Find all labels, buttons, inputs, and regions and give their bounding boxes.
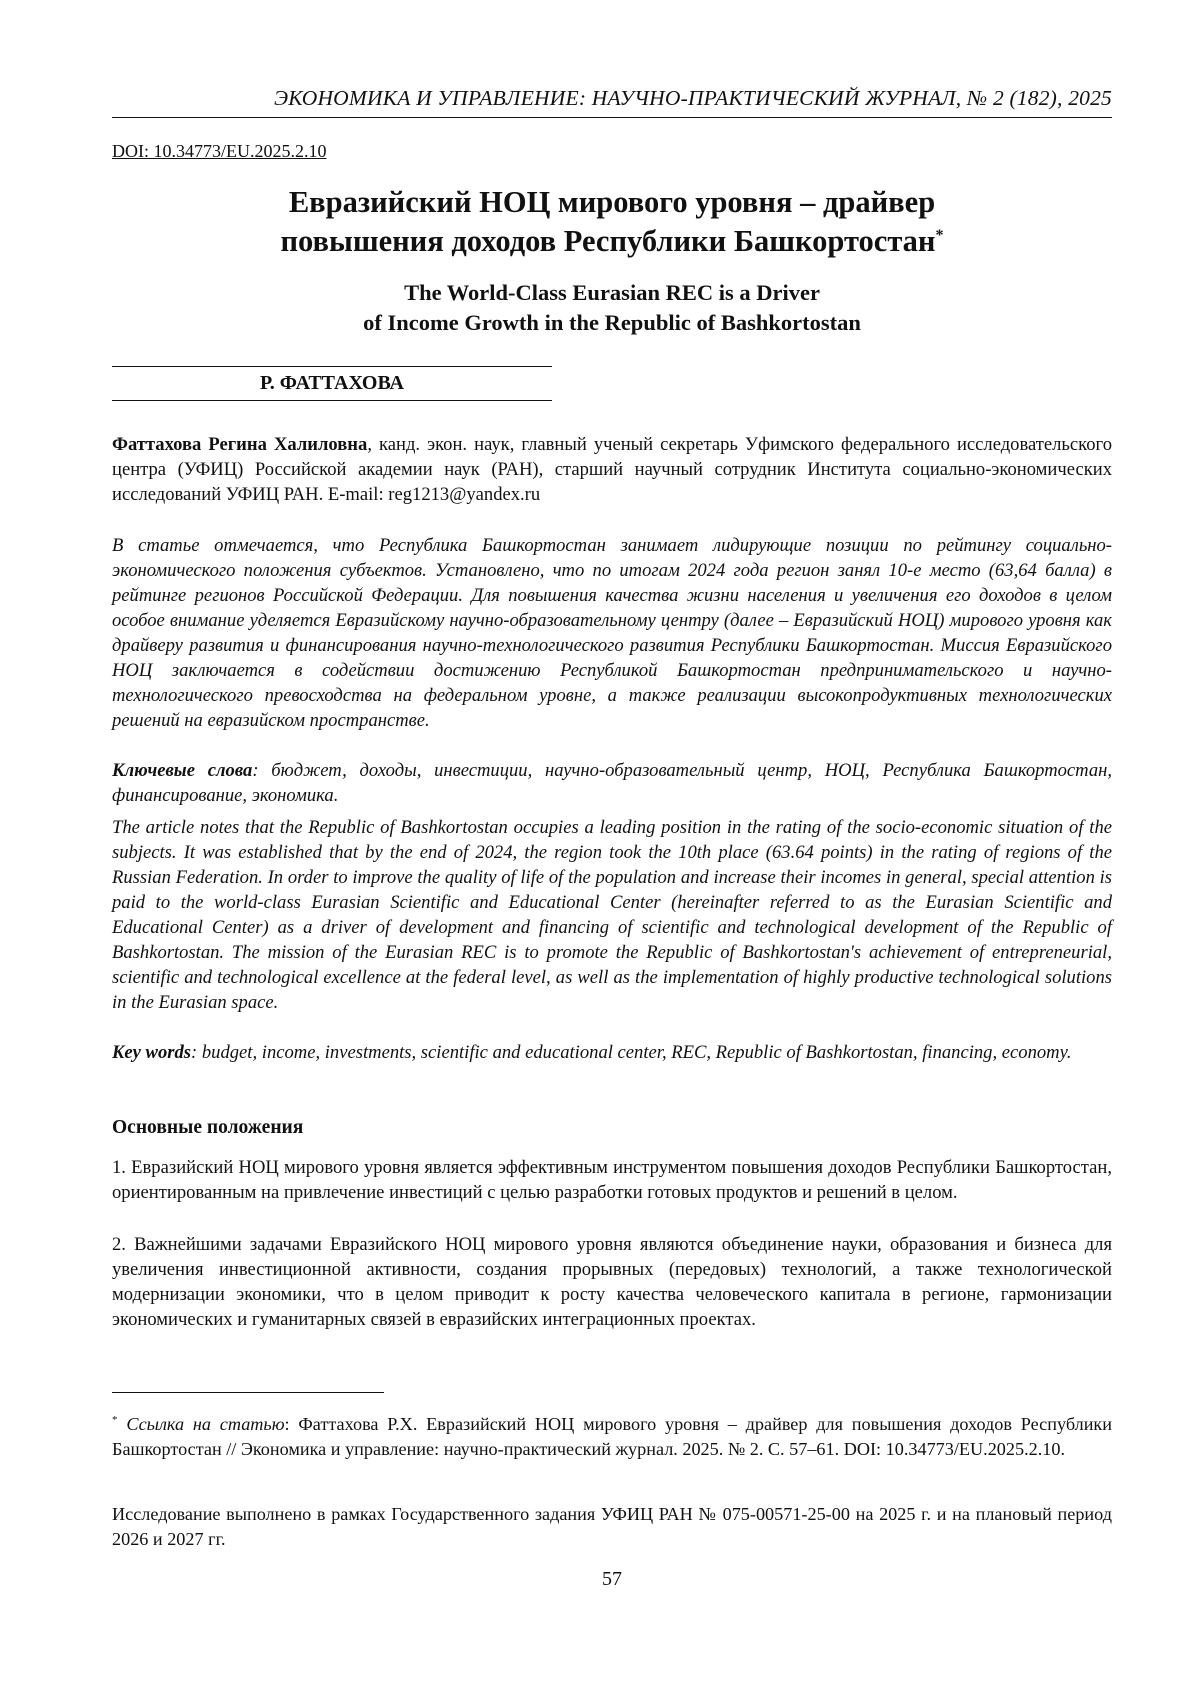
keywords-english	[112, 1040, 1112, 1065]
author-rule-bottom	[112, 400, 552, 401]
funding-note: Исследование выполнено в рамках Государственного задания УФИЦ РАН № 075-00571-25-00 на 2025 г. и на плановый период 2026 и 2027 гг.	[112, 1502, 1112, 1552]
header-rule	[112, 117, 1112, 118]
title-english	[112, 278, 1112, 338]
author-short-name: Р. ФАТТАХОВА	[112, 372, 552, 395]
title-en-line-1: The World-Class Eurasian REC is a Driver	[404, 280, 820, 305]
keywords-ru-label: Ключевые слова	[112, 760, 252, 781]
main-point-item: 1. Евразийский НОЦ мирового уровня является эффективным инструментом повышения доходов Республики Башкортостан, ориентированным на привлечение инвестиций с целью разработки готовых продуктов и решений в целом.	[112, 1155, 1112, 1205]
abstract-english: The article notes that the Republic of Bashkortostan occupies a leading position in the rating of the socio-economic situation of the subjects. It was established that by the end of 2024, the region took the 10th place (63.64 points) in the rating of regions of the Russian Federation. In order to improve the quality of life of the population and increase their incomes in general, special attention is paid to the world-class Eurasian Scientific and Educational Center (hereinafter referred to as the Eurasian Scientific and Educational Center) as a driver of development and financing of scientific and technological development of the Republic of Bashkortostan. The mission of the Eurasian REC is to promote the Republic of Bashkortostan's achievement of entrepreneurial, scientific and technological excellence at the federal level, as well as the implementation of highly productive technological solutions in the Eurasian space.	[112, 815, 1112, 1015]
footnote-text: : Фаттахова Р.Х. Евразийский НОЦ мирового уровня – драйвер для повышения доходов Республики Башкортостан // Экономика и управление: научно-практический журнал. 2025. № 2. С. 57–61. DOI: 10.34773/EU.2025.2.10.	[112, 1414, 1112, 1459]
doi-link[interactable]: DOI: 10.34773/EU.2025.2.10	[112, 141, 327, 162]
title-ru-line-1: Евразийский НОЦ мирового уровня – драйвер	[289, 185, 935, 219]
footnote-rule	[112, 1392, 384, 1393]
abstract-russian: В статье отмечается, что Республика Башкортостан занимает лидирующие позиции по рейтингу социально-экономического положения субъектов. Установлено, что по итогам 2024 года регион занял 10-е место (63,64 балла) в рейтинге регионов Российской Федерации. Для повышения качества жизни населения и увеличения его доходов в целом особое внимание уделяется Евразийскому научно-образовательному центру (далее – Евразийский НОЦ) мирового уровня как драйверу развития и финансирования научно-технологического развития Республики Башкортостан. Миссия Евразийского НОЦ заключается в содействии достижению Республикой Башкортостан предпринимательского и научно-технологического превосходства на федеральном уровне, а также реализации высокопродуктивных технологических решений на евразийском пространстве.	[112, 533, 1112, 733]
author-rule-top	[112, 366, 552, 367]
footnote-star: *	[112, 1414, 118, 1426]
author-details: , канд. экон. наук, главный ученый секретарь Уфимского федерального исследовательского центра (УФИЦ) Российской академии наук (РАН), старший научный сотрудник Института социально-экономических исследований УФИЦ РАН. E-mail: reg1213@yandex.ru	[112, 434, 1112, 505]
page-number: 57	[112, 1568, 1112, 1591]
keywords-russian	[112, 758, 1112, 808]
citation-footnote	[112, 1412, 1112, 1462]
main-point-item: 2. Важнейшими задачами Евразийского НОЦ мирового уровня являются объединение науки, образования и бизнеса для увеличения инвестиционной активности, создания прорывных (передовых) технологий, а также технологической модернизации экономики, что в целом приводит к росту качества человеческого капитала в регионе, гармонизации экономических и гуманитарных связей в евразийских интеграционных проектах.	[112, 1232, 1112, 1332]
title-russian	[112, 183, 1112, 261]
title-en-line-2: of Income Growth in the Republic of Bashkortostan	[363, 310, 861, 335]
keywords-ru-text: : бюджет, доходы, инвестиции, научно-образовательный центр, НОЦ, Республика Башкортостан, финансирование, экономика.	[112, 760, 1112, 806]
keywords-en-text: : budget, income, investments, scientific and educational center, REC, Republic of Bashkortostan, financing, economy.	[191, 1042, 1071, 1063]
author-full-name: Фаттахова Регина Халиловна	[112, 434, 367, 455]
footnote-label: Ссылка на статью	[126, 1414, 284, 1434]
running-header: ЭКОНОМИКА И УПРАВЛЕНИЕ: НАУЧНО-ПРАКТИЧЕСКИЙ ЖУРНАЛ, № 2 (182), 2025	[112, 86, 1112, 111]
footnote-marker[interactable]: *	[936, 227, 944, 244]
keywords-en-label: Key words	[112, 1042, 191, 1063]
section-heading-main-points: Основные положения	[112, 1117, 303, 1139]
author-affiliation	[112, 432, 1112, 507]
title-ru-line-2: повышения доходов Республики Башкортостан	[280, 224, 935, 258]
